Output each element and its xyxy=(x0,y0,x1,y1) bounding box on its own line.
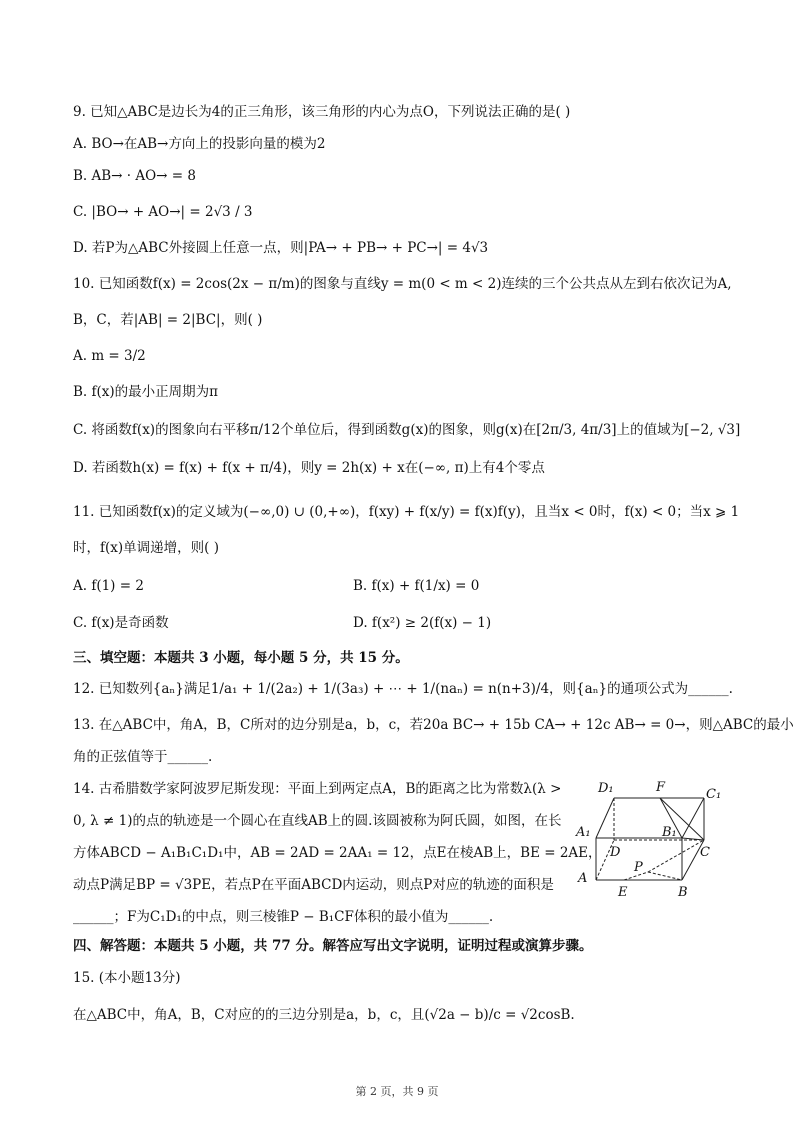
question-13-cont: 角的正弦值等于______. xyxy=(73,749,213,765)
question-15: 在△ABC中，角A，B，C对应的的三边分别是a，b，c，且(√2a − b)/c = √2cosB. xyxy=(73,1007,575,1023)
question-14-line5: ______；F为C₁D₁的中点，则三棱锥P − B₁CF体积的最小值为______. xyxy=(73,909,494,925)
question-14: 14. 古希腊数学家阿波罗尼斯发现：平面上到两定点A，B的距离之比为常数λ(λ > xyxy=(73,781,562,797)
question-14-line2: 0, λ ≠ 1)的点的轨迹是一个圆心在直线AB上的圆.该圆被称为阿氏圆，如图，在长 xyxy=(73,813,562,829)
label-f: F xyxy=(656,780,666,795)
option-9c: C. |BO→ + AO→| = 2√3 / 3 xyxy=(73,204,253,220)
label-a: A xyxy=(578,871,588,886)
section-3-heading: 三、填空题：本题共 3 小题，每小题 5 分，共 15 分。 xyxy=(73,650,409,666)
question-14-line3: 方体ABCD − A₁B₁C₁D₁中，AB = 2AD = 2AA₁ = 12，点E在棱AB上，BE = 2AE， xyxy=(73,845,602,861)
option-11a: A. f(1) = 2 xyxy=(73,578,144,594)
option-9b: B. AB→ · AO→ = 8 xyxy=(73,168,196,184)
option-9d: D. 若P为△ABC外接圆上任意一点，则|PA→ + PB→ + PC→| = 4√3 xyxy=(73,240,489,256)
label-c: C xyxy=(700,845,710,860)
option-11b: B. f(x) + f(1/x) = 0 xyxy=(353,578,480,594)
question-10: 10. 已知函数f(x) = 2cos(2x − π/m)的图象与直线y = m(0 < m < 2)连续的三个公共点从左到右依次记为A, xyxy=(73,276,732,292)
question-15-heading: 15. (本小题13分) xyxy=(73,970,181,986)
label-e: E xyxy=(618,885,628,900)
option-9a: A. BO→在AB→方向上的投影向量的模为2 xyxy=(73,136,326,152)
option-10d: D. 若函数h(x) = f(x) + f(x + π/4)，则y = 2h(x) + x在(−∞, π)上有4个零点 xyxy=(73,460,545,476)
question-9: 9. 已知△ABC是边长为4的正三角形，该三角形的内心为点O，下列说法正确的是( ) xyxy=(73,104,571,120)
label-d1: D₁ xyxy=(598,781,614,796)
question-13: 13. 在△ABC中，角A，B，C所对的边分别是a，b，c，若20a BC→ + 15b CA→ + 12c AB→ = 0→，则△ABC的最小 xyxy=(73,717,794,733)
cuboid-figure xyxy=(574,776,724,900)
option-10a: A. m = 3/2 xyxy=(73,348,146,364)
option-11c: C. f(x)是奇函数 xyxy=(73,615,169,631)
question-10-cont: B，C，若|AB| = 2|BC|，则( ) xyxy=(73,312,263,328)
label-a1: A₁ xyxy=(576,825,591,840)
option-11d: D. f(x²) ≥ 2(f(x) − 1) xyxy=(353,615,492,631)
label-p: P xyxy=(634,860,643,875)
label-d: D xyxy=(610,845,621,860)
edge-a1d1 xyxy=(596,798,614,838)
section-4-heading: 四、解答题：本题共 5 小题，共 77 分。解答应写出文字说明，证明过程或演算步骤。 xyxy=(73,938,593,954)
question-11: 11. 已知函数f(x)的定义域为(−∞,0) ∪ (0,+∞)，f(xy) + f(x/y) = f(x)f(y)，且当x < 0时，f(x) < 0；当x ⩾ 1 xyxy=(73,504,740,520)
label-b1: B₁ xyxy=(662,825,677,840)
option-10c: C. 将函数f(x)的图象向右平移π/12个单位后，得到函数g(x)的图象，则g(x)在[2π/3, 4π/3]上的值域为[−2, √3] xyxy=(73,422,741,438)
label-c1: C₁ xyxy=(706,787,722,802)
edge-b1c1 xyxy=(682,798,704,838)
question-12: 12. 已知数列{aₙ}满足1/a₁ + 1/(2a₂) + 1/(3a₃) + ⋯ + 1/(naₙ) = n(n+3)/4，则{aₙ}的通项公式为______. xyxy=(73,681,733,697)
segment-pb-hidden xyxy=(648,872,682,880)
label-b: B xyxy=(678,885,688,900)
question-11-cont: 时，f(x)单调递增，则( ) xyxy=(73,540,219,556)
question-14-line4: 动点P满足BP = √3PE，若点P在平面ABCD内运动，则点P对应的轨迹的面积是 xyxy=(73,877,554,893)
page-footer: 第 2 页，共 9 页 xyxy=(355,1085,439,1098)
option-10b: B. f(x)的最小正周期为π xyxy=(73,384,219,400)
